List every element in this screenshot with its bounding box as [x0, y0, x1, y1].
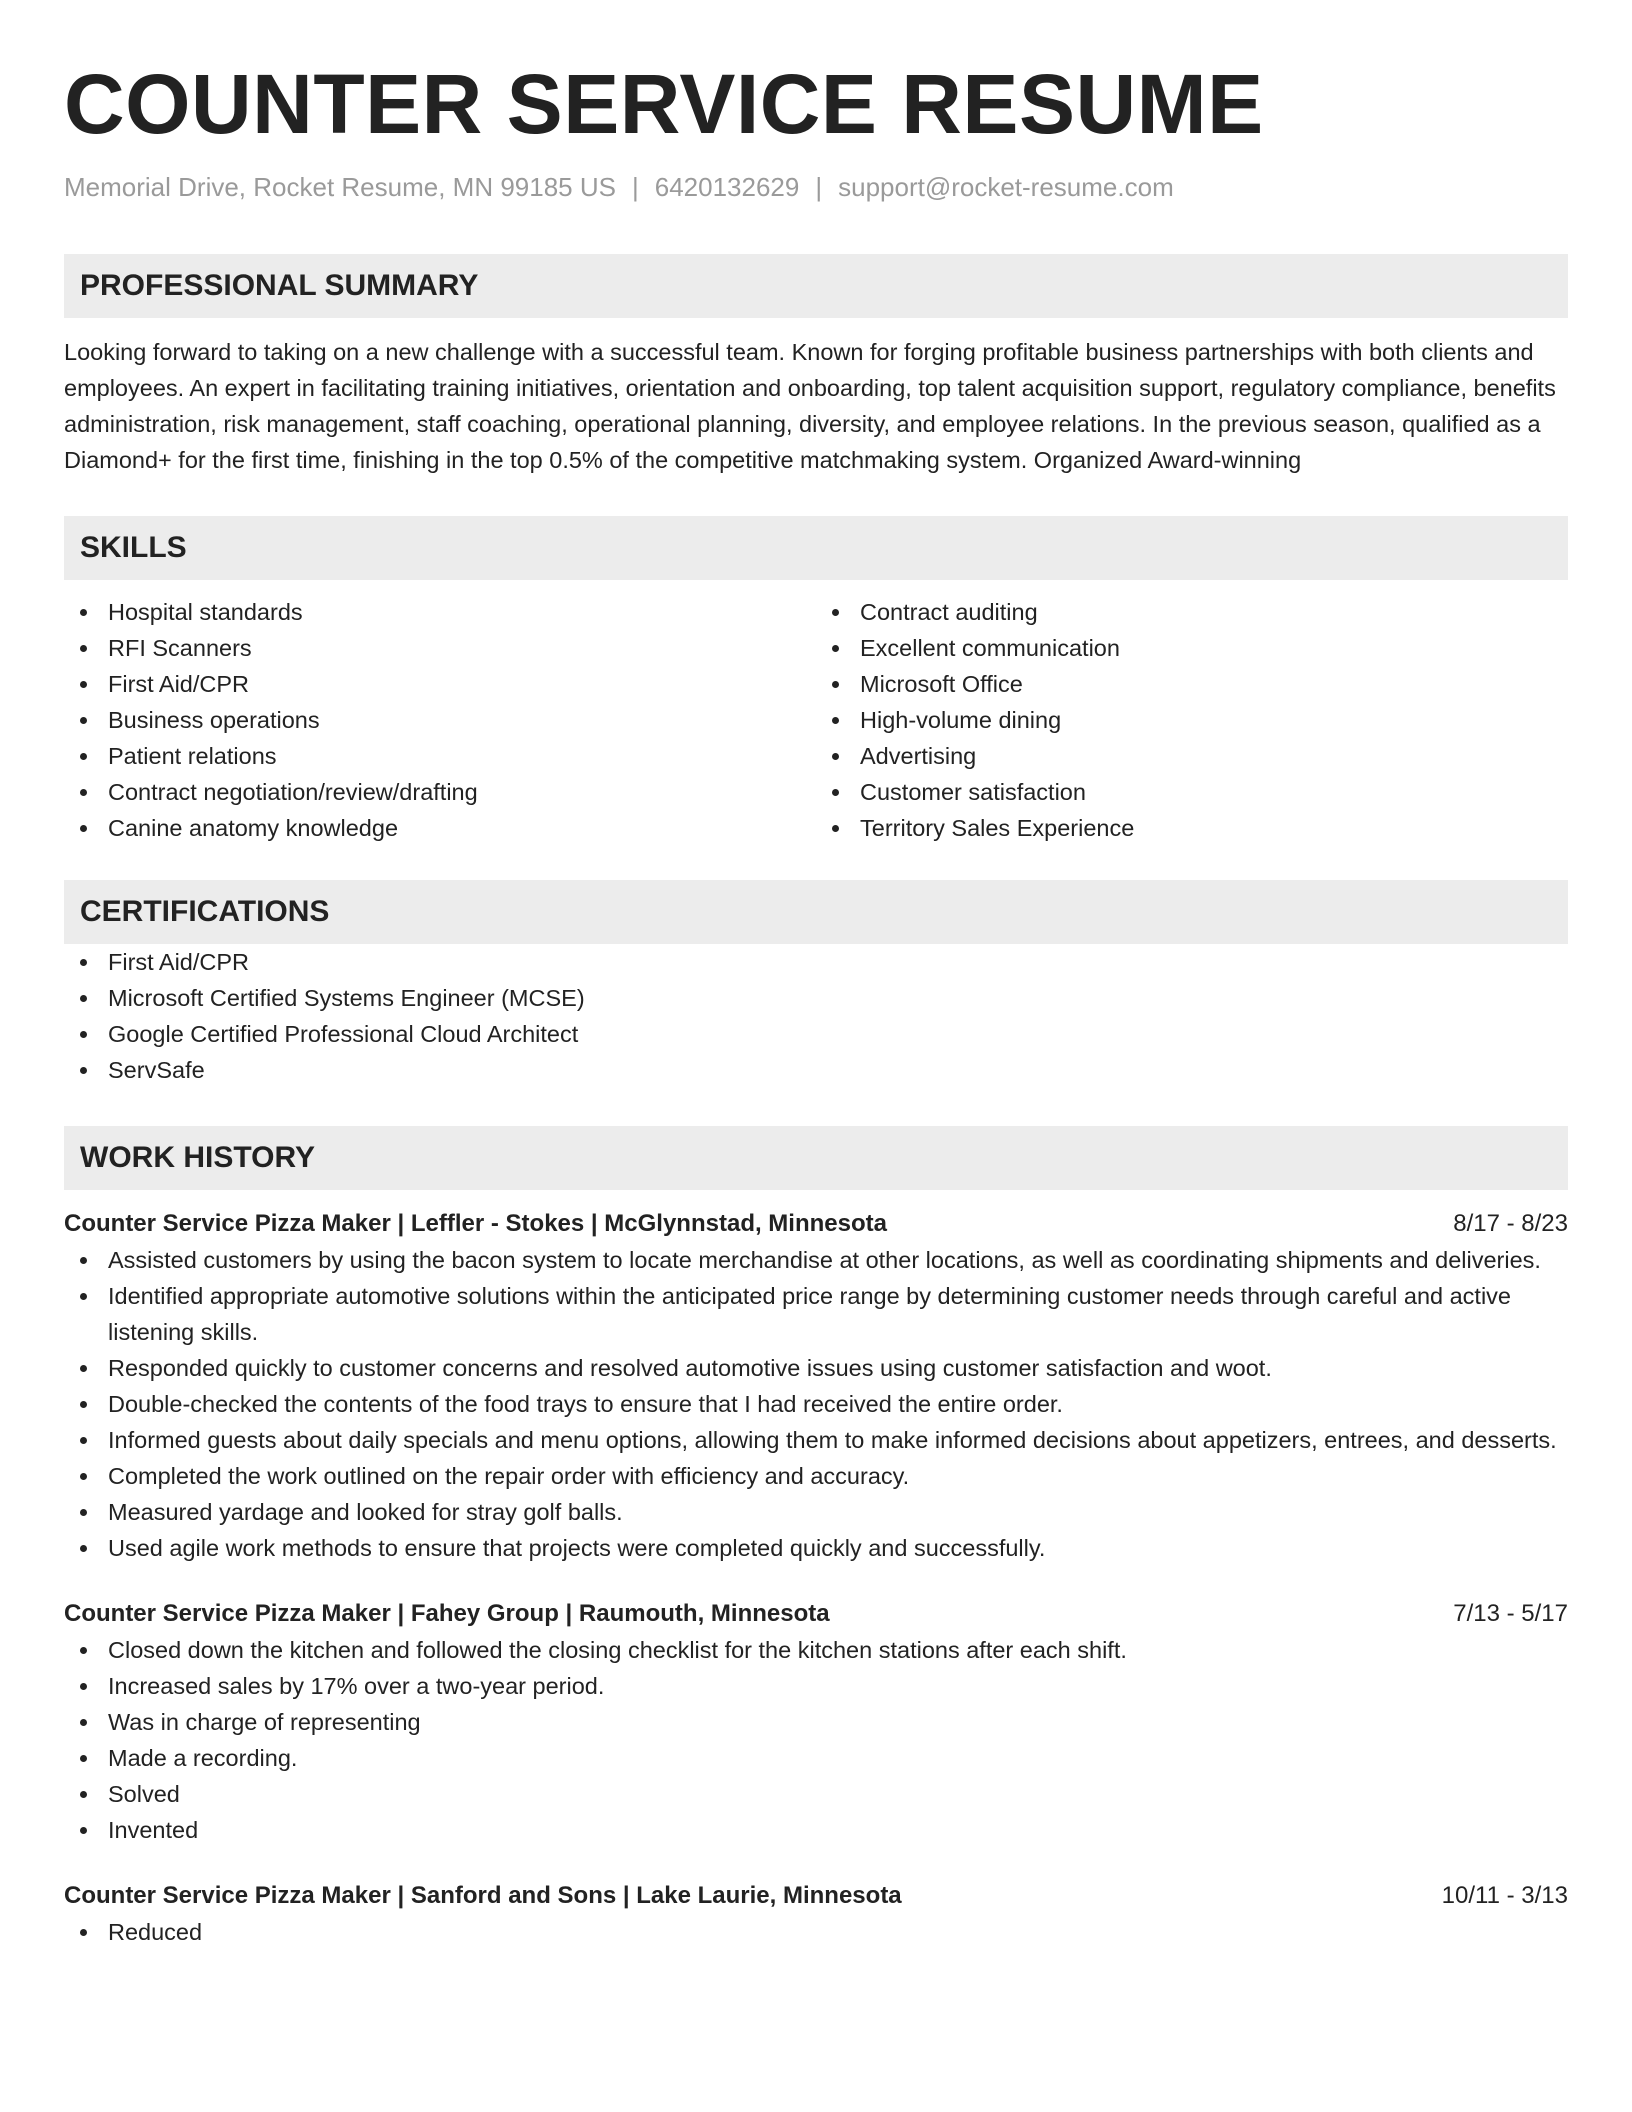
- skills-list-left: [64, 594, 816, 846]
- contact-separator: |: [815, 172, 823, 202]
- skills-list-right: [816, 594, 1568, 846]
- skills-column-right: [816, 594, 1568, 846]
- skill-item: Patient relations: [64, 738, 816, 774]
- job-bullet-list: [64, 1914, 1568, 1950]
- job-bullet: Increased sales by 17% over a two-year period.: [64, 1668, 1568, 1704]
- job-dates: 8/17 - 8/23: [1453, 1210, 1568, 1237]
- skill-item: RFI Scanners: [64, 630, 816, 666]
- job-bullet: Closed down the kitchen and followed the closing checklist for the kitchen stations after each shift.: [64, 1632, 1568, 1668]
- section-heading-certifications: CERTIFICATIONS: [64, 880, 1568, 944]
- job-bullet: Invented: [64, 1812, 1568, 1848]
- job-header: [64, 1206, 1568, 1242]
- skill-item: Customer satisfaction: [816, 774, 1568, 810]
- skill-item: Advertising: [816, 738, 1568, 774]
- resume-title: COUNTER SERVICE RESUME: [64, 57, 1264, 151]
- skill-item: Excellent communication: [816, 630, 1568, 666]
- job-bullet: Was in charge of representing: [64, 1704, 1568, 1740]
- job-bullet: Made a recording.: [64, 1740, 1568, 1776]
- job-bullet: Completed the work outlined on the repair order with efficiency and accuracy.: [64, 1458, 1568, 1494]
- job-bullet: Identified appropriate automotive solutions within the anticipated price range by determining customer needs through careful and active listening skills.: [64, 1278, 1568, 1350]
- contact-email[interactable]: support@rocket-resume.com: [838, 172, 1174, 202]
- skills-column-left: [64, 594, 816, 846]
- contact-phone: 6420132629: [654, 172, 800, 202]
- skill-item: Territory Sales Experience: [816, 810, 1568, 846]
- job-bullet: Solved: [64, 1776, 1568, 1812]
- contact-address: Memorial Drive, Rocket Resume, MN 99185 US: [64, 172, 616, 202]
- job-dates: 10/11 - 3/13: [1441, 1882, 1568, 1909]
- skill-item: Contract auditing: [816, 594, 1568, 630]
- job-header: [64, 1596, 1568, 1632]
- job-bullet-list: [64, 1632, 1568, 1848]
- job-dates: 7/13 - 5/17: [1453, 1600, 1568, 1627]
- skill-item: First Aid/CPR: [64, 666, 816, 702]
- job-entry: [64, 1878, 1568, 1950]
- job-bullet: Measured yardage and looked for stray golf balls.: [64, 1494, 1568, 1530]
- job-title: Counter Service Pizza Maker | Leffler - Stokes | McGlynnstad, Minnesota: [64, 1210, 887, 1237]
- skill-item: Business operations: [64, 702, 816, 738]
- skill-item: Hospital standards: [64, 594, 816, 630]
- section-heading-work-history: WORK HISTORY: [64, 1126, 1568, 1190]
- skills-grid: [64, 594, 1568, 846]
- job-bullet: Double-checked the contents of the food trays to ensure that I had received the entire order.: [64, 1386, 1568, 1422]
- job-bullet: Informed guests about daily specials and menu options, allowing them to make informed decisions about appetizers, entrees, and desserts.: [64, 1422, 1568, 1458]
- contact-line: [64, 170, 1568, 204]
- certification-item: ServSafe: [64, 1052, 1568, 1088]
- job-entry: [64, 1206, 1568, 1566]
- job-bullet: Responded quickly to customer concerns and resolved automotive issues using customer satisfaction and woot.: [64, 1350, 1568, 1386]
- job-title: Counter Service Pizza Maker | Fahey Group | Raumouth, Minnesota: [64, 1600, 830, 1627]
- job-entry: [64, 1596, 1568, 1848]
- job-header: [64, 1878, 1568, 1914]
- contact-separator: |: [631, 172, 639, 202]
- skill-item: Canine anatomy knowledge: [64, 810, 816, 846]
- section-heading-skills: SKILLS: [64, 516, 1568, 580]
- skill-item: High-volume dining: [816, 702, 1568, 738]
- job-bullet: Assisted customers by using the bacon system to locate merchandise at other locations, as well as coordinating shipments and deliveries.: [64, 1242, 1568, 1278]
- section-heading-summary: PROFESSIONAL SUMMARY: [64, 254, 1568, 318]
- job-title: Counter Service Pizza Maker | Sanford and Sons | Lake Laurie, Minnesota: [64, 1882, 902, 1909]
- skill-item: Contract negotiation/review/drafting: [64, 774, 816, 810]
- skill-item: Microsoft Office: [816, 666, 1568, 702]
- summary-text: Looking forward to taking on a new challenge with a successful team. Known for forging profitable business partnerships with both clients and employees. An expert in facilitating training initiatives, orientation and onboarding, top talent acquisition support, regulatory compliance, benefits administration, risk management, staff coaching, operational planning, diversity, and employee relations. In the previous season, qualified as a Diamond+ for the first time, finishing in the top 0.5% of the competitive matchmaking system. Organized Award-winning: [64, 339, 1556, 473]
- certification-item: Google Certified Professional Cloud Architect: [64, 1016, 1568, 1052]
- certification-item: First Aid/CPR: [64, 944, 1568, 980]
- job-bullet: Reduced: [64, 1914, 1568, 1950]
- certifications-list: [64, 944, 1568, 1088]
- job-bullet: Used agile work methods to ensure that projects were completed quickly and successfully.: [64, 1530, 1568, 1566]
- certification-item: Microsoft Certified Systems Engineer (MCSE): [64, 980, 1568, 1016]
- job-bullet-list: [64, 1242, 1568, 1566]
